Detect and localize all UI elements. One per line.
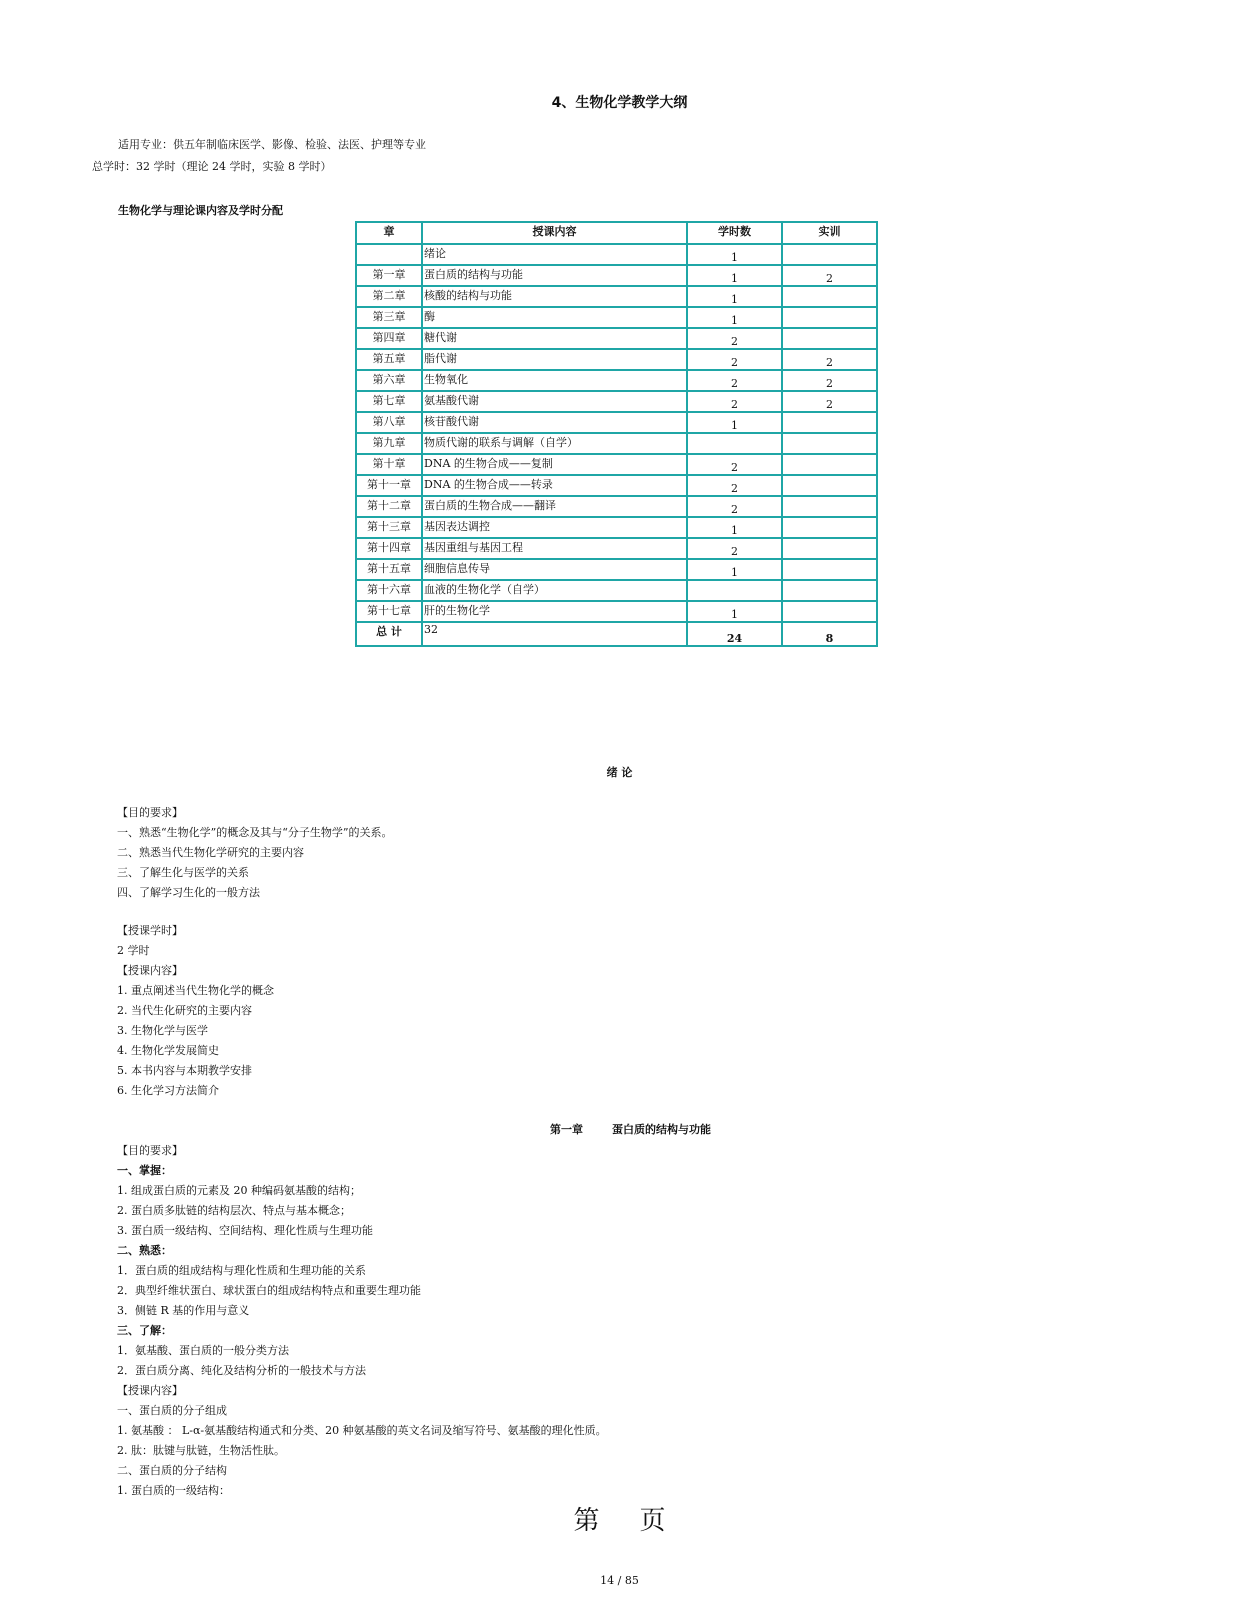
- cell-hours: 1: [687, 412, 782, 433]
- cell-lab: [782, 496, 877, 517]
- chapter1-line: 【授课内容】: [117, 1384, 183, 1397]
- cell-lab: [782, 307, 877, 328]
- intro-heading: 绪 论: [606, 766, 633, 779]
- cell-chapter: 第十五章: [356, 559, 422, 580]
- cell-chapter: [356, 244, 422, 265]
- chapter1-line: 1. 组成蛋白质的元素及 20 种编码氨基酸的结构；: [117, 1184, 361, 1197]
- intro-line: 三、了解生化与医学的关系: [117, 866, 249, 879]
- table-row: [356, 517, 877, 538]
- cell-hours: 1: [687, 244, 782, 265]
- intro-line: 【授课学时】: [117, 924, 183, 937]
- table-row: [356, 538, 877, 559]
- cell-chapter: 第九章: [356, 433, 422, 454]
- chapter1-line: 一、掌握：: [117, 1164, 172, 1177]
- intro-line: 四、了解学习生化的一般方法: [117, 886, 260, 899]
- intro-line: 2 学时: [117, 944, 150, 957]
- chapter1-line: 1. 氨基酸 ： L-α-氨基酸结构通式和分类、20 种氨基酸的英文名词及缩写符号、氨基酸的理化性质。: [117, 1424, 607, 1437]
- intro-line: 【目的要求】: [117, 806, 183, 819]
- chapter1-line: 3．侧链 R 基的作用与意义: [117, 1304, 250, 1317]
- header-hours: 学时数: [687, 222, 782, 244]
- header-lab: 实训: [782, 222, 877, 244]
- cell-hours: 1: [687, 601, 782, 622]
- chapter1-number: 第一章: [550, 1123, 583, 1136]
- cell-content: 蛋白质的结构与功能: [422, 265, 687, 286]
- intro-line: 2. 当代生化研究的主要内容: [117, 1004, 252, 1017]
- cell-lab: [782, 244, 877, 265]
- cell-lab: [782, 286, 877, 307]
- cell-hours: 1: [687, 307, 782, 328]
- cell-content: 肝的生物化学: [422, 601, 687, 622]
- cell-chapter: 第七章: [356, 391, 422, 412]
- table-row: [356, 412, 877, 433]
- table-row: [356, 307, 877, 328]
- cell-lab: [782, 559, 877, 580]
- cell-hours: 1: [687, 517, 782, 538]
- total-content: 32: [422, 622, 687, 646]
- cell-lab: 2: [782, 370, 877, 391]
- cell-chapter: 第六章: [356, 370, 422, 391]
- table-row: [356, 496, 877, 517]
- intro-line: 6. 生化学习方法简介: [117, 1084, 219, 1097]
- cell-content: DNA 的生物合成——复制: [422, 454, 687, 475]
- cell-chapter: 第十七章: [356, 601, 422, 622]
- cell-chapter: 第八章: [356, 412, 422, 433]
- cell-content: 基因表达调控: [422, 517, 687, 538]
- table-row: [356, 454, 877, 475]
- document-title: 4、生物化学教学大纲: [551, 95, 688, 111]
- cell-lab: [782, 517, 877, 538]
- table-row: [356, 559, 877, 580]
- cell-hours: 1: [687, 265, 782, 286]
- cell-content: 细胞信息传导: [422, 559, 687, 580]
- table-row: [356, 580, 877, 601]
- cell-lab: [782, 412, 877, 433]
- table-row: [356, 286, 877, 307]
- table-row: [356, 601, 877, 622]
- total-hours: 总学时：32 学时（理论 24 学时，实验 8 学时）: [92, 160, 332, 173]
- table-header-row: [356, 222, 877, 244]
- cell-chapter: 第十章: [356, 454, 422, 475]
- cell-lab: [782, 328, 877, 349]
- cell-chapter: 第十一章: [356, 475, 422, 496]
- cell-content: 核苷酸代谢: [422, 412, 687, 433]
- cell-chapter: 第十三章: [356, 517, 422, 538]
- applicable-majors: 适用专业：供五年制临床医学、影像、检验、法医、护理等专业: [118, 138, 426, 151]
- cell-chapter: 第五章: [356, 349, 422, 370]
- table-row: [356, 349, 877, 370]
- intro-line: 4. 生物化学发展简史: [117, 1044, 219, 1057]
- table-row: [356, 244, 877, 265]
- total-lab: 8: [782, 622, 877, 646]
- header-chapter: 章: [356, 222, 422, 244]
- cell-hours: 2: [687, 349, 782, 370]
- cell-lab: [782, 433, 877, 454]
- chapter1-line: 【目的要求】: [117, 1144, 183, 1157]
- cell-content: 核酸的结构与功能: [422, 286, 687, 307]
- intro-line: 【授课内容】: [117, 964, 183, 977]
- chapter1-line: 1．蛋白质的组成结构与理化性质和生理功能的关系: [117, 1264, 366, 1277]
- cell-content: 氨基酸代谢: [422, 391, 687, 412]
- page-number: 14 / 85: [600, 1574, 639, 1587]
- table-row: [356, 265, 877, 286]
- cell-content: 血液的生物化学（自学）: [422, 580, 687, 601]
- cell-hours: 1: [687, 286, 782, 307]
- table-row: [356, 433, 877, 454]
- cell-lab: [782, 601, 877, 622]
- chapter1-line: 三、了解：: [117, 1324, 172, 1337]
- cell-chapter: 第四章: [356, 328, 422, 349]
- cell-lab: [782, 580, 877, 601]
- cell-content: 生物氧化: [422, 370, 687, 391]
- cell-hours: 2: [687, 391, 782, 412]
- intro-line: 3. 生物化学与医学: [117, 1024, 208, 1037]
- cell-hours: 1: [687, 559, 782, 580]
- cell-content: 基因重组与基因工程: [422, 538, 687, 559]
- intro-line: 1. 重点阐述当代生物化学的概念: [117, 984, 274, 997]
- cell-lab: 2: [782, 265, 877, 286]
- total-label: 总 计: [356, 622, 422, 646]
- chapter1-line: 二、蛋白质的分子结构: [117, 1464, 227, 1477]
- cell-content: 酶: [422, 307, 687, 328]
- cell-chapter: 第十二章: [356, 496, 422, 517]
- cell-lab: [782, 538, 877, 559]
- cell-hours: 2: [687, 454, 782, 475]
- cell-lab: [782, 454, 877, 475]
- cell-hours: 2: [687, 538, 782, 559]
- footer-left-char: 第: [573, 1506, 600, 1536]
- chapter1-title: 蛋白质的结构与功能: [612, 1123, 711, 1136]
- cell-hours: [687, 433, 782, 454]
- table-row: [356, 475, 877, 496]
- cell-chapter: 第三章: [356, 307, 422, 328]
- chapter1-line: 3. 蛋白质一级结构、空间结构、理化性质与生理功能: [117, 1224, 373, 1237]
- cell-content: DNA 的生物合成——转录: [422, 475, 687, 496]
- intro-line: 一、熟悉“生物化学”的概念及其与“分子生物学”的关系。: [117, 826, 393, 839]
- chapter1-line: 2. 肽：肽键与肽链，生物活性肽。: [117, 1444, 285, 1457]
- table-row: [356, 370, 877, 391]
- table-total-row: [356, 622, 877, 646]
- total-hours: 24: [687, 622, 782, 646]
- hours-allocation-table: [355, 221, 878, 647]
- cell-content: 物质代谢的联系与调解（自学）: [422, 433, 687, 454]
- page-footer: [0, 1500, 1239, 1537]
- cell-lab: [782, 475, 877, 496]
- cell-hours: [687, 580, 782, 601]
- cell-lab: 2: [782, 349, 877, 370]
- chapter1-line: 2．蛋白质分离、纯化及结构分析的一般技术与方法: [117, 1364, 366, 1377]
- table-row: [356, 328, 877, 349]
- cell-chapter: 第十六章: [356, 580, 422, 601]
- cell-chapter: 第十四章: [356, 538, 422, 559]
- table-caption: 生物化学与理论课内容及学时分配: [118, 204, 283, 217]
- intro-line: 5. 本书内容与本期教学安排: [117, 1064, 252, 1077]
- chapter1-line: 2．典型纤维状蛋白、球状蛋白的组成结构特点和重要生理功能: [117, 1284, 421, 1297]
- chapter1-line: 二、熟悉：: [117, 1244, 172, 1257]
- cell-hours: 2: [687, 328, 782, 349]
- chapter1-line: 2. 蛋白质多肽链的结构层次、特点与基本概念；: [117, 1204, 351, 1217]
- chapter1-line: 一、蛋白质的分子组成: [117, 1404, 227, 1417]
- cell-chapter: 第二章: [356, 286, 422, 307]
- cell-hours: 2: [687, 496, 782, 517]
- table-row: [356, 391, 877, 412]
- intro-line: 二、熟悉当代生物化学研究的主要内容: [117, 846, 304, 859]
- footer-right-char: 页: [639, 1506, 666, 1536]
- cell-content: 脂代谢: [422, 349, 687, 370]
- cell-content: 绪论: [422, 244, 687, 265]
- header-content: 授课内容: [422, 222, 687, 244]
- cell-hours: 2: [687, 370, 782, 391]
- cell-lab: 2: [782, 391, 877, 412]
- cell-hours: 2: [687, 475, 782, 496]
- chapter1-line: 1. 蛋白质的一级结构：: [117, 1484, 230, 1497]
- chapter1-line: 1．氨基酸、蛋白质的一般分类方法: [117, 1344, 289, 1357]
- cell-chapter: 第一章: [356, 265, 422, 286]
- cell-content: 糖代谢: [422, 328, 687, 349]
- cell-content: 蛋白质的生物合成——翻译: [422, 496, 687, 517]
